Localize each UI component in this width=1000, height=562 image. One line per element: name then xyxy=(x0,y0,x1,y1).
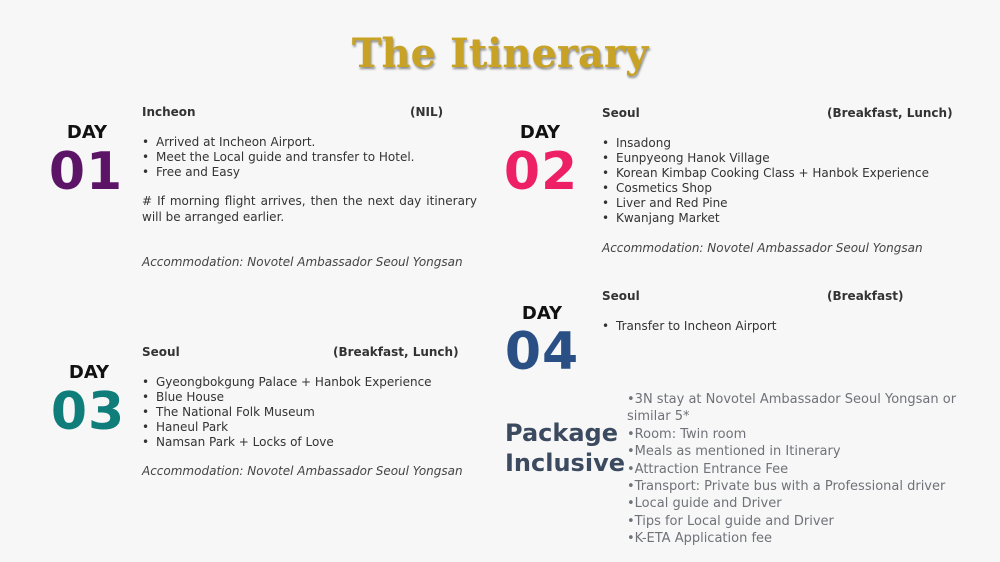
package-inclusive-list xyxy=(627,391,1000,548)
day-4-number: 04 xyxy=(504,322,580,382)
list-item: •Meals as mentioned in Itinerary xyxy=(627,444,841,460)
list-item: • Cosmetics Shop xyxy=(616,181,929,196)
day-2-activity-list xyxy=(602,136,929,226)
list-item: • The National Folk Museum xyxy=(156,405,432,420)
day-2-location: Seoul xyxy=(602,106,640,120)
day-2-number: 02 xyxy=(503,142,579,202)
page-title: The Itinerary xyxy=(351,30,649,77)
day-2-accommodation: Accommodation: Novotel Ambassador Seoul Yongsan xyxy=(602,241,923,255)
list-item: • Free and Easy xyxy=(156,165,415,180)
day-1-accommodation: Accommodation: Novotel Ambassador Seoul Yongsan xyxy=(142,255,463,269)
day-1-location: Incheon xyxy=(142,105,196,119)
list-item: • Insadong xyxy=(616,136,929,151)
day-1-label: DAY xyxy=(66,122,108,143)
day-3-accommodation: Accommodation: Novotel Ambassador Seoul Yongsan xyxy=(142,464,463,478)
package-heading-line-1: Package xyxy=(505,419,618,447)
day-4-meals: (Breakfast) xyxy=(827,289,904,303)
day-4-location: Seoul xyxy=(602,289,640,303)
day-2-meals: (Breakfast, Lunch) xyxy=(827,106,953,120)
day-3-number: 03 xyxy=(50,382,126,442)
list-item: •Transport: Private bus with a Professional driver xyxy=(627,479,946,495)
day-1-note: # If morning flight arrives, then the next day itinerary will be arranged earlier. xyxy=(142,194,477,224)
list-item: • Blue House xyxy=(156,390,432,405)
list-item: • Namsan Park + Locks of Love xyxy=(156,435,432,450)
day-3-activity-list xyxy=(142,375,432,450)
day-1-activity-list xyxy=(142,135,415,180)
list-item: • Eunpyeong Hanok Village xyxy=(616,151,929,166)
list-item: •K-ETA Application fee xyxy=(627,531,773,547)
list-item: •Local guide and Driver xyxy=(627,496,782,512)
list-item: • Korean Kimbap Cooking Class + Hanbok Experience xyxy=(616,166,929,181)
day-1-meals: (NIL) xyxy=(410,105,444,119)
list-item: • Kwanjang Market xyxy=(616,211,929,226)
list-item: • Transfer to Incheon Airport xyxy=(616,319,777,334)
day-1-number: 01 xyxy=(48,142,124,202)
day-3-meals: (Breakfast, Lunch) xyxy=(333,345,459,359)
day-3-location: Seoul xyxy=(142,345,180,359)
package-inclusive-heading xyxy=(505,418,625,478)
list-item: • Meet the Local guide and transfer to Hotel. xyxy=(156,150,415,165)
day-2-label: DAY xyxy=(519,122,561,143)
day-4-label: DAY xyxy=(521,303,563,324)
list-item: •Attraction Entrance Fee xyxy=(627,461,789,477)
list-item: • Haneul Park xyxy=(156,420,432,435)
list-item: • Gyeongbokgung Palace + Hanbok Experience xyxy=(156,375,432,390)
list-item: • Arrived at Incheon Airport. xyxy=(156,135,415,150)
package-heading-line-2: Inclusive xyxy=(505,449,625,477)
day-4-activity-list xyxy=(602,319,777,334)
list-item: •Room: Twin room xyxy=(627,426,747,442)
list-item: •Tips for Local guide and Driver xyxy=(627,513,834,529)
day-3-label: DAY xyxy=(68,362,110,383)
list-item: • Liver and Red Pine xyxy=(616,196,929,211)
list-item: •3N stay at Novotel Ambassador Seoul Yongsan or similar 5* xyxy=(627,392,957,425)
